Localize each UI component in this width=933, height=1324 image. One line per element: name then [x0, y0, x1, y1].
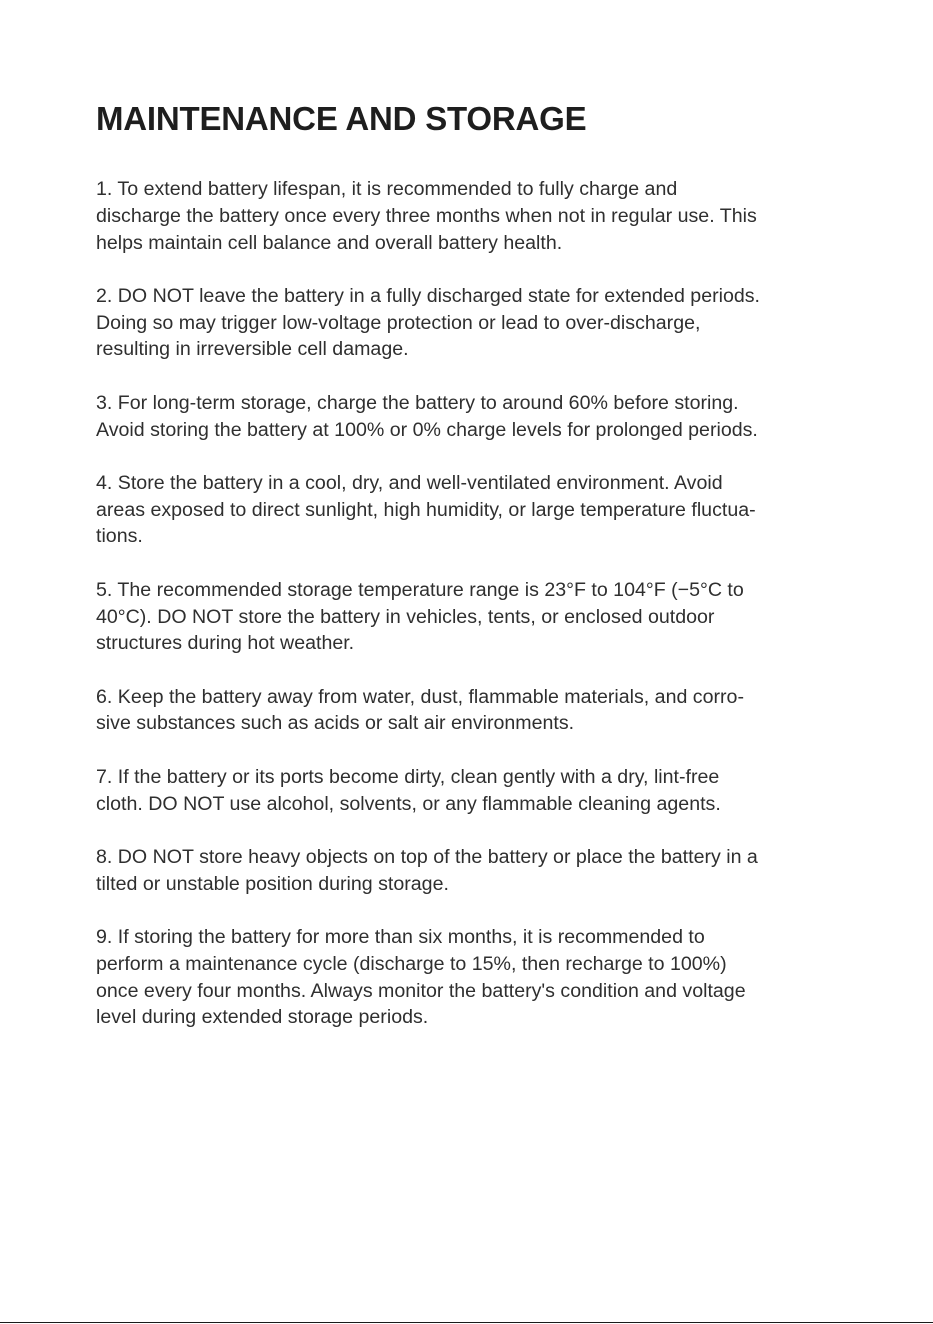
instruction-line: tions. [96, 525, 143, 548]
instruction-line: perform a maintenance cycle (discharge to 15%, then recharge to 100%) [96, 952, 727, 975]
instruction-line: Doing so may trigger low-voltage protection or lead to over-discharge, [96, 311, 701, 334]
instruction-line: discharge the battery once every three months when not in regular use. This [96, 204, 757, 227]
instruction-line: 2. DO NOT leave the battery in a fully discharged state for extended periods. [96, 284, 761, 307]
instruction-item-2 [96, 283, 836, 363]
instruction-item-1 [96, 176, 836, 256]
instruction-item-3 [96, 390, 836, 444]
instruction-line: once every four months. Always monitor the battery's condition and voltage [96, 979, 746, 1002]
instruction-line: 40°C). DO NOT store the battery in vehicles, tents, or enclosed outdoor [96, 605, 715, 628]
page-bottom-rule [0, 1322, 933, 1323]
instruction-item-9 [96, 924, 836, 1031]
page-title: MAINTENANCE AND STORAGE [96, 100, 587, 137]
instructions-list [96, 176, 836, 1058]
instruction-line: 1. To extend battery lifespan, it is recommended to fully charge and [96, 178, 678, 200]
instruction-line: 7. If the battery or its ports become dirty, clean gently with a dry, lint-free [96, 765, 720, 788]
instruction-line: level during extended storage periods. [96, 1006, 429, 1029]
instruction-line: 8. DO NOT store heavy objects on top of the battery or place the battery in a [96, 845, 758, 868]
instruction-line: cloth. DO NOT use alcohol, solvents, or any flammable cleaning agents. [96, 792, 721, 815]
instruction-item-6 [96, 684, 836, 738]
instruction-line: tilted or unstable position during storage. [96, 872, 449, 895]
instruction-line: 5. The recommended storage temperature range is 23°F to 104°F (−5°C to [96, 578, 744, 601]
instruction-item-4 [96, 470, 836, 550]
instruction-line: 3. For long-term storage, charge the battery to around 60% before storing. [96, 391, 739, 414]
instruction-line: 6. Keep the battery away from water, dust, flammable materials, and corro- [96, 685, 744, 708]
instruction-line: helps maintain cell balance and overall battery health. [96, 231, 563, 254]
instruction-line: structures during hot weather. [96, 632, 355, 655]
instruction-line: resulting in irreversible cell damage. [96, 338, 409, 361]
instruction-item-5 [96, 577, 836, 657]
instruction-item-8 [96, 844, 836, 898]
instruction-line: 4. Store the battery in a cool, dry, and well-ventilated environment. Avoid [96, 471, 723, 494]
instruction-line: areas exposed to direct sunlight, high humidity, or large temperature fluctua- [96, 498, 756, 521]
instruction-line: sive substances such as acids or salt air environments. [96, 712, 575, 735]
instruction-line: 9. If storing the battery for more than six months, it is recommended to [96, 925, 705, 948]
instruction-line: Avoid storing the battery at 100% or 0% charge levels for prolonged periods. [96, 418, 758, 441]
instruction-item-7 [96, 764, 836, 818]
